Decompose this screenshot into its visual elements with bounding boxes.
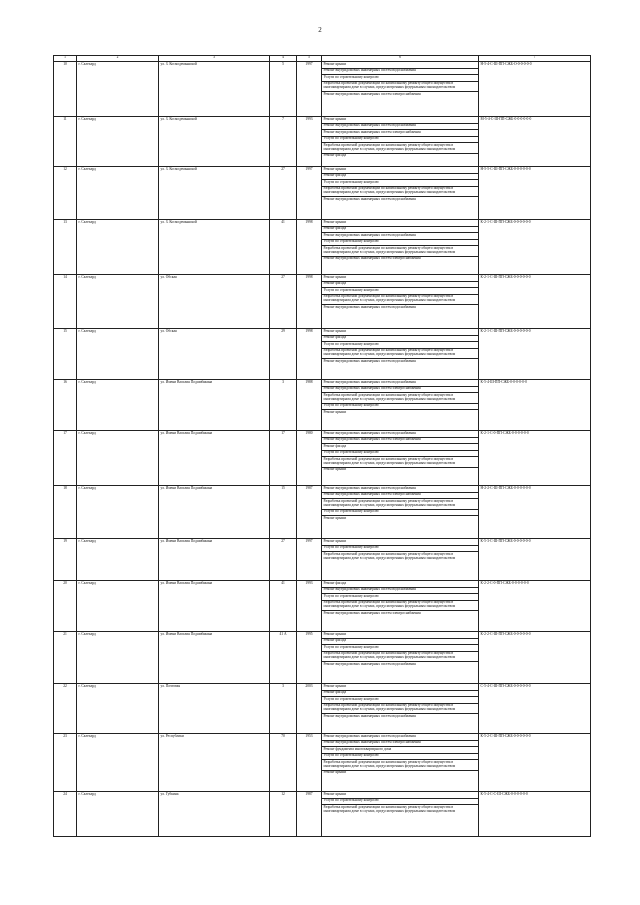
work-item: Услуги по строительному контролю [322,754,478,761]
work-item: Ремонт внутридомовых инженерных систем водоснабжения [322,124,478,131]
house-number-cell: 27 [270,167,297,220]
work-item: Разработка проектной документации по капитальному ремонту общего имущества в многоквартирном доме в случаях, предусмотренных федеральным законодательством [323,551,456,560]
house-number-cell: 29 [270,329,297,380]
table-row [54,632,591,684]
works-cell [322,431,479,486]
table-row [54,167,591,220]
street-cell: ул. Губкина [159,792,270,837]
year-cell: 1980 [297,431,322,486]
work-item: Ремонт внутридомовых инженерных систем водоснабжения [323,713,416,718]
year-cell: 1988 [297,380,322,431]
work-item: Услуги по строительному контролю [322,288,478,295]
city-cell: г. Салехард [77,632,159,684]
capital-repair-table [53,55,591,837]
year-cell: 1998 [297,275,322,329]
table-row [54,117,591,167]
work-item: Ремонт внутридомовых инженерных систем электроснабжения [322,387,478,394]
building-code-cell: К-2-2-С-0-ПП-СЖБ-0-0-0-0-0-0 [479,581,591,632]
street-cell: ул. Имени Василия Подшибякина [159,539,270,581]
building-code-cell: К-2-1-С-Ш-ПП-СЖБ-0-0-0-0-0-0 [479,275,591,329]
work-item: Ремонт внутридомовых инженерных систем электроснабжения [322,493,478,500]
street-cell: ул. Имени Василия Подшибякина [159,581,270,632]
building-code-cell: К-2-1-С-0-ПП-СЖБ-0-0-0-0-0-0 [479,431,591,486]
city-cell: г. Салехард [77,684,159,734]
row-number: 23 [54,734,77,792]
year-cell: 1953 [297,734,322,792]
city-cell: г. Салехард [77,62,159,117]
work-item: Ремонт фасада [322,336,478,343]
house-number-cell: 3 [270,684,297,734]
column-header: 3 [159,56,270,62]
work-item: Ремонт фасада [322,444,478,451]
column-header: 6 [322,56,479,62]
works-cell [322,539,479,581]
table-row [54,329,591,380]
building-code-cell: Н-5-5-С-Ш-ПП-СЖБ-0-0-0-0-0-0 [479,167,591,220]
works-cell [322,684,479,734]
city-cell: г. Салехард [77,117,159,167]
work-item: Ремонт крыши [322,275,478,282]
house-number-cell: 27 [270,539,297,581]
city-cell: г. Салехард [77,486,159,539]
work-item: Услуги по строительному контролю [322,510,478,517]
work-item: Разработка проектной документации по капитальному ремонту общего имущества в многоквартирном доме в случаях, предусмотренных федеральным законодательством [322,601,478,612]
city-cell: г. Салехард [77,431,159,486]
work-item: Разработка проектной документации по капитальному ремонту общего имущества в многоквартирном доме в случаях, предусмотренных федеральным законодательством [322,143,478,154]
work-item: Ремонт крыши [322,220,478,227]
works-cell [322,275,479,329]
year-cell: 1987 [297,792,322,837]
work-item: Ремонт внутридомовых инженерных систем водоснабжения [323,304,416,309]
work-item: Услуги по строительному контролю [322,404,478,411]
city-cell: г. Салехард [77,167,159,220]
work-item: Услуги по строительному контролю [322,137,478,144]
building-code-cell: К-2-1-С-Ш-ПП-СЖБ-0-0-0-0-0-0 [479,329,591,380]
work-item: Услуги по строительному контролю [322,451,478,458]
year-cell: 2003 [297,684,322,734]
works-cell [322,220,479,275]
work-item: Разработка проектной документации по капитальному ремонту общего имущества в многоквартирном доме в случаях, предусмотренных федеральным законодательством [322,187,478,198]
table-row [54,486,591,539]
house-number-cell: 70 [270,734,297,792]
building-code-cell: М-5-4-С-Ш-ПП-СЖБ-0-0-0-0-0-0 [479,117,591,167]
row-number: 12 [54,167,77,220]
work-item: Разработка проектной документации по капитальному ремонту общего имущества в многоквартирном доме в случаях, предусмотренных федеральным законодательством [322,295,478,306]
work-item: Ремонт внутридомовых инженерных систем водоснабжения [322,431,478,438]
street-cell: ул. Имени Василия Подшибякина [159,632,270,684]
city-cell: г. Салехард [77,220,159,275]
work-item: Ремонт внутридомовых инженерных систем электроснабжения [322,130,478,137]
house-number-cell: 3 [270,380,297,431]
year-cell: 1998 [297,220,322,275]
house-number-cell: 17 [270,431,297,486]
row-number: 15 [54,329,77,380]
row-number: 19 [54,539,77,581]
building-code-cell: К-5-4-С-С-Ш-СЖБ-0-0-0-0-0-0 [479,792,591,837]
street-cell: ул. Имени Василия Подшибякина [159,380,270,431]
work-item: Ремонт фундамента многоквартирного дома [322,747,478,754]
work-item: Ремонт внутридомовых инженерных систем электроснабжения [323,610,421,615]
column-header: 7 [479,56,591,62]
work-item: Ремонт фасада [322,581,478,588]
work-item: Ремонт крыши [322,62,478,69]
work-item: Ремонт крыши [323,467,347,472]
work-item: Ремонт крыши [323,409,347,414]
work-item: Ремонт внутридомовых инженерных систем водоснабжения [322,233,478,240]
column-header: 1 [54,56,77,62]
work-item: Услуги по строительному контролю [322,180,478,187]
street-cell: ул. Обская [159,275,270,329]
year-cell: 1993 [297,581,322,632]
street-cell: ул. Имени Василия Подшибякина [159,431,270,486]
street-cell: ул. З. Космодемьянской [159,167,270,220]
city-cell: г. Салехард [77,539,159,581]
row-number: 20 [54,581,77,632]
street-cell: ул. З. Космодемьянской [159,220,270,275]
table-row [54,431,591,486]
work-item: Ремонт фасада [322,691,478,698]
work-item: Ремонт внутридомовых инженерных систем электроснабжения [323,256,421,261]
works-cell [322,380,479,431]
work-item: Разработка проектной документации по капитальному ремонту общего имущества в многоквартирном доме в случаях, предусмотренных федеральным законодательством [322,393,478,404]
street-cell: ул. Почтовая [159,684,270,734]
work-item: Ремонт внутридомовых инженерных систем водоснабжения [322,734,478,741]
column-header: 4 [270,56,297,62]
page-number: 2 [318,26,322,34]
building-code-cell: К-5-4-Ш-ПП-СЖБ-0-0-0-0-0-0 [479,380,591,431]
work-item: Разработка проектной документации по капитальному ремонту общего имущества в многоквартирном доме в случаях, предусмотренных федеральным законодательством [322,82,478,93]
table-row [54,684,591,734]
works-cell [322,329,479,380]
year-cell: 1998 [297,329,322,380]
work-item: Ремонт внутридомовых инженерных систем водоснабжения [323,196,416,201]
work-item: Ремонт фасада [323,153,347,158]
works-cell [322,581,479,632]
row-number: 22 [54,684,77,734]
house-number-cell: 15 [270,486,297,539]
work-item: Ремонт крыши [322,539,478,546]
row-number: 11 [54,117,77,167]
year-cell: 1993 [297,117,322,167]
works-cell [322,117,479,167]
building-code-cell: К-2-2-С-Ш-ПП-СЖБ-0-0-0-0-0-0 [479,632,591,684]
work-item: Услуги по строительному контролю [322,342,478,349]
work-item: Ремонт крыши [322,329,478,336]
row-number: 16 [54,380,77,431]
work-item: Ремонт фасада [322,174,478,181]
work-item: Разработка проектной документации по капитальному ремонту общего имущества в многоквартирном доме в случаях, предусмотренных федеральным законодательством [323,804,456,813]
street-cell: ул. З. Космодемьянской [159,117,270,167]
table-row [54,792,591,837]
works-cell [322,486,479,539]
work-item: Ремонт внутридомовых инженерных систем водоснабжения [322,486,478,493]
house-number-cell: 27 [270,275,297,329]
year-cell: 1987 [297,486,322,539]
row-number: 10 [54,62,77,117]
works-cell [322,167,479,220]
work-item: Разработка проектной документации по капитальному ремонту общего имущества в многоквартирном доме в случаях, предусмотренных федеральным законодательством [322,652,478,663]
work-item: Ремонт крыши [322,117,478,124]
work-item: Разработка проектной документации по капитальному ремонту общего имущества в многоквартирном доме в случаях, предусмотренных федеральным законодательством [322,499,478,510]
row-number: 14 [54,275,77,329]
table-row [54,220,591,275]
street-cell: ул. Имени Василия Подшибякина [159,486,270,539]
work-item: Ремонт крыши [323,515,347,520]
works-cell [322,62,479,117]
table-row [54,380,591,431]
work-item: Услуги по строительному контролю [322,645,478,652]
work-item: Услуги по строительному контролю [322,546,478,553]
house-number-cell: 7 [270,117,297,167]
year-cell: 1997 [297,539,322,581]
work-item: Ремонт фасада [322,227,478,234]
city-cell: г. Салехард [77,329,159,380]
city-cell: г. Салехард [77,734,159,792]
building-code-cell: Н-2-2-С-Ш-ПП-СЖБ-0-0-0-0-0-0 [479,486,591,539]
table-row [54,62,591,117]
work-item: Услуги по строительному контролю [322,697,478,704]
work-item: Ремонт внутридомовых инженерных систем водоснабжения [323,661,416,666]
row-number: 21 [54,632,77,684]
work-item: Разработка проектной документации по капитальному ремонту общего имущества в многоквартирном доме в случаях, предусмотренных федеральным законодательством [322,760,478,771]
column-header: 5 [297,56,322,62]
building-code-cell: С-5-4-С-Ш-ПП-СЖБ-0-0-0-0-0-0 [479,684,591,734]
row-number: 17 [54,431,77,486]
table-row [54,581,591,632]
row-number: 13 [54,220,77,275]
row-number: 18 [54,486,77,539]
work-item: Разработка проектной документации по капитальному ремонту общего имущества в многоквартирном доме в случаях, предусмотренных федеральным законодательством [322,704,478,715]
house-number-cell: 5 [270,62,297,117]
work-item: Ремонт фасада [322,282,478,289]
work-item: Ремонт внутридомовых инженерных систем электроснабжения [323,91,421,96]
work-item: Ремонт внутридомовых инженерных систем электроснабжения [322,741,478,748]
work-item: Ремонт крыши [323,770,347,775]
works-cell [322,734,479,792]
work-item: Ремонт внутридомовых инженерных систем водоснабжения [322,380,478,387]
table-row [54,734,591,792]
year-cell: 1997 [297,62,322,117]
table-row [54,539,591,581]
building-code-cell: К-5-2-С-Ш-ПП-СЖБ-0-0-0-0-0-0 [479,734,591,792]
work-item: Ремонт крыши [322,632,478,639]
work-item: Разработка проектной документации по капитальному ремонту общего имущества в многоквартирном доме в случаях, предусмотренных федеральным законодательством [322,246,478,257]
work-item: Ремонт внутридомовых инженерных систем водоснабжения [323,358,416,363]
house-number-cell: 41 [270,220,297,275]
work-item: Ремонт внутридомовых инженерных систем электроснабжения [322,438,478,445]
works-cell [322,632,479,684]
house-number-cell: 12 [270,792,297,837]
work-item: Ремонт фасада [322,639,478,646]
work-item: Разработка проектной документации по капитальному ремонту общего имущества в многоквартирном доме в случаях, предусмотренных федеральным законодательством [322,349,478,360]
year-cell: 1995 [297,632,322,684]
street-cell: ул. Республики [159,734,270,792]
work-item: Услуги по строительному контролю [322,75,478,82]
work-item: Ремонт внутридомовых инженерных систем водоснабжения [322,69,478,76]
row-number: 24 [54,792,77,837]
house-number-cell: 41 [270,581,297,632]
work-item: Разработка проектной документации по капитальному ремонту общего имущества в многоквартирном доме в случаях, предусмотренных федеральным законодательством [322,457,478,468]
column-header: 2 [77,56,159,62]
building-code-cell: К-2-1-С-Ш-ПП-СЖБ-0-0-0-0-0-0 [479,220,591,275]
city-cell: г. Салехард [77,380,159,431]
building-code-cell: Н-5-4-С-Ш-ПП-СЖБ-О-0-0-0-0-0 [479,62,591,117]
year-cell: 1997 [297,167,322,220]
work-item: Услуги по строительному контролю [322,799,478,806]
city-cell: г. Салехард [77,275,159,329]
works-cell [322,792,479,837]
work-item: Услуги по строительному контролю [322,240,478,247]
city-cell: г. Салехард [77,581,159,632]
work-item: Ремонт крыши [322,167,478,174]
work-item: Услуги по строительному контролю [322,594,478,601]
work-item: Ремонт крыши [322,684,478,691]
building-code-cell: К-5-3-С-Ш-ПП-СЖБ-0-0-0-0-0-0 [479,539,591,581]
work-item: Ремонт крыши [322,792,478,799]
city-cell: г. Салехард [77,792,159,837]
house-number-cell: 41 А [270,632,297,684]
street-cell: ул. З. Космодемьянской [159,62,270,117]
table-row [54,275,591,329]
street-cell: ул. Обская [159,329,270,380]
work-item: Ремонт внутридомовых инженерных систем водоснабжения [322,588,478,595]
